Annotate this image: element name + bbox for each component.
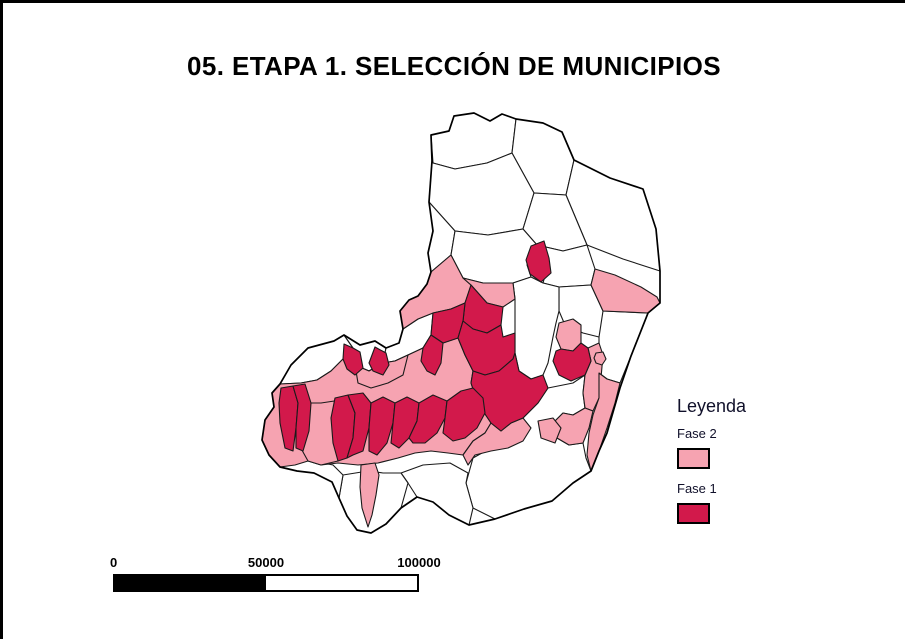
legend-swatch-fase1 — [677, 503, 710, 524]
scale-bar — [110, 555, 441, 592]
page-title: 05. ETAPA 1. SELECCIÓN DE MUNICIPIOS — [186, 51, 721, 81]
municipality-fase2 — [591, 269, 660, 313]
legend-item-fase2 — [677, 426, 746, 469]
municipality-none — [401, 463, 473, 525]
municipality-none — [451, 229, 537, 283]
province-map — [3, 3, 905, 639]
scale-bar-track — [113, 574, 419, 592]
scale-bar-segment-white — [266, 576, 417, 590]
legend-item-label: Fase 2 — [677, 426, 717, 441]
legend-title: Leyenda — [677, 396, 747, 416]
municipality-none — [513, 277, 559, 379]
legend-item-label: Fase 1 — [677, 481, 717, 496]
legend-swatch-fase2 — [677, 448, 710, 469]
municipality-none — [599, 311, 648, 383]
scale-tick-50000: 50000 — [247, 555, 285, 570]
scale-bar-segment-black — [115, 576, 266, 590]
scale-tick-100000: 100000 — [397, 555, 441, 570]
legend — [677, 396, 746, 536]
legend-item-fase1 — [677, 481, 746, 524]
scale-bar-labels — [110, 555, 441, 572]
scale-tick-0: 0 — [110, 555, 118, 570]
